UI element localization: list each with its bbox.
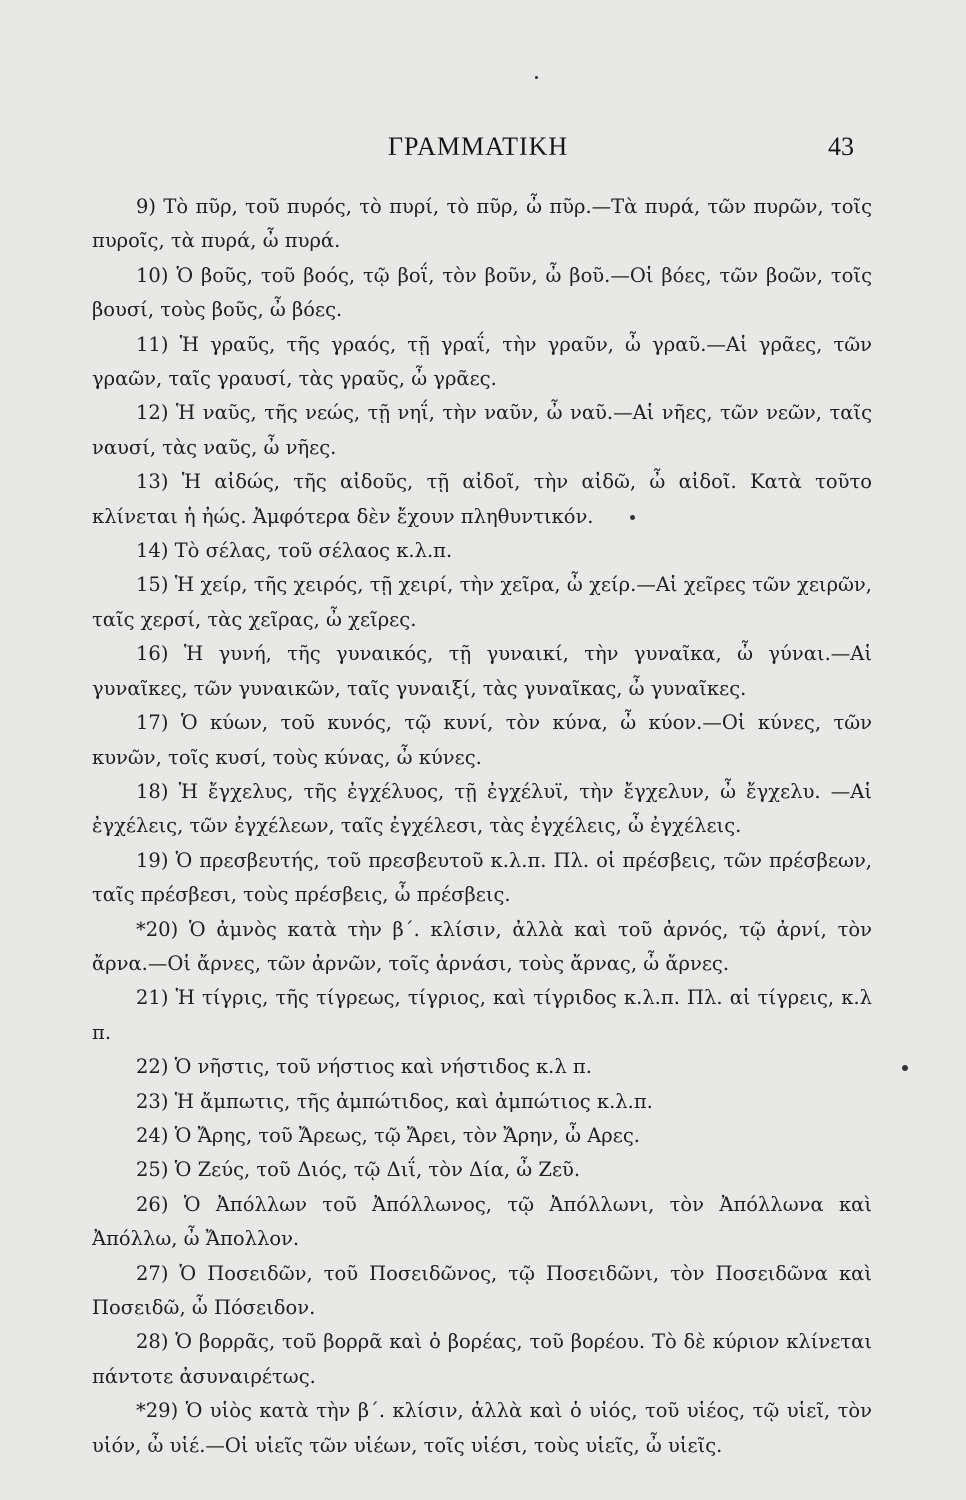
paradigm-entry: 26) Ὁ Ἀπόλλων τοῦ Ἀπόλλωνος, τῷ Ἀπόλλωνι, τὸν Ἀπόλλωνα καὶ Ἀπόλλω, ὦ Ἄπολλον. xyxy=(92,1192,872,1251)
paradigm-entry: 28) Ὁ βορρᾶς, τοῦ βορρᾶ καὶ ὁ βορέας, τοῦ βορέου. Τὸ δὲ κύριον κλίνεται πάντοτε ἀσυναιρέτως. xyxy=(92,1330,872,1388)
page-number: 43 xyxy=(828,132,854,161)
paradigm-entry: *29) Ὁ υἱὸς κατὰ τὴν β΄. κλίσιν, ἀλλὰ καὶ ὁ υἱός, τοῦ υἱέος, τῷ υἱεῖ, τὸν υἱόν, ὦ υἱέ.—Οἱ υἱεῖς τῶν υἱέων, τοῖς υἱέσι, τοὺς υἱεῖς, ὦ υἱεῖς. xyxy=(92,1399,872,1457)
paradigm-entry: 23) Ἡ ἄμπωτις, τῆς ἀμπώτιδος, καὶ ἀμπώτιος κ.λ.π. xyxy=(136,1089,653,1113)
paradigm-entry: 14) Τὸ σέλας, τοῦ σέλαος κ.λ.π. xyxy=(136,539,453,563)
paradigm-entry: 19) Ὁ πρεσβευτής, τοῦ πρεσβευτοῦ κ.λ.π. Πλ. οἱ πρέσβεις, τῶν πρέσβεων, ταῖς πρέσβεσι, τοὺς πρέσβεις, ὦ πρέσβεις. xyxy=(92,848,872,907)
paradigm-entry: 18) Ἡ ἔγχελυς, τῆς ἐγχέλυος, τῇ ἐγχέλυϊ, τὴν ἔγχελυν, ὦ ἔγχελυ. —Αἱ ἐγχέλεις, τῶν ἐγχέλεων, ταῖς ἐγχέλεσι, τὰς ἐγχέλεις, ὦ ἐγχέλεις. xyxy=(92,779,872,838)
paradigm-entry: 15) Ἡ χείρ, τῆς χειρός, τῇ χειρί, τὴν χεῖρα, ὦ χείρ.—Αἱ χεῖρες τῶν χειρῶν, ταῖς χερσί, τὰς χεῖρας, ὦ χεῖρες. xyxy=(92,573,872,631)
paradigm-entry: 27) Ὁ Ποσειδῶν, τοῦ Ποσειδῶνος, τῷ Ποσειδῶνι, τὸν Ποσειδῶνα καὶ Ποσειδῶ, ὦ Πόσειδον. xyxy=(92,1261,872,1319)
paradigm-entry: 24) Ὁ Ἄρης, τοῦ Ἄρεως, τῷ Ἄρει, τὸν Ἄρην, ὦ Αρες. xyxy=(136,1123,640,1147)
paradigm-entry: 9) Τὸ πῦρ, τοῦ πυρός, τὸ πυρί, τὸ πῦρ, ὦ πῦρ.—Τὰ πυρά, τῶν πυρῶν, τοῖς πυροῖς, τὰ πυρά, ὦ πυρά. xyxy=(92,195,872,253)
ink-speck xyxy=(535,76,538,79)
paradigm-entry: 21) Ἡ τίγρις, τῆς τίγρεως, τίγριος, καὶ τίγριδος κ.λ.π. Πλ. αἱ τίγρεις, κ.λ π. xyxy=(92,986,872,1044)
paradigm-entry: 22) Ὁ νῆστις, τοῦ νήστιος καὶ νήστιδος κ.λ π. xyxy=(136,1055,592,1079)
page-title: ΓΡΑΜΜΑΤΙΚΗ xyxy=(388,132,569,161)
paradigm-entry: 12) Ἡ ναῦς, τῆς νεώς, τῇ νηΐ, τὴν ναῦν, ὦ ναῦ.—Αἱ νῆες, τῶν νεῶν, ταῖς ναυσί, τὰς ναῦς, ὦ νῆες. xyxy=(92,401,872,459)
paradigm-entry: *20) Ὁ ἀμνὸς κατὰ τὴν β΄. κλίσιν, ἀλλὰ καὶ τοῦ ἀρνός, τῷ ἀρνί, τὸν ἄρνα.—Οἱ ἄρνες, τῶν ἀρνῶν, τοῖς ἀρνάσι, τοὺς ἄρνας, ὦ ἄρνες. xyxy=(92,917,872,975)
paradigm-entry: 25) Ὁ Ζεύς, τοῦ Διός, τῷ Διΐ, τὸν Δία, ὦ Ζεῦ. xyxy=(136,1158,581,1182)
running-head xyxy=(0,132,966,172)
paradigm-entry: 13) Ἡ αἰδώς, τῆς αἰδοῦς, τῇ αἰδοῖ, τὴν αἰδῶ, ὦ αἰδοῖ. Κατὰ τοῦτο κλίνεται ἡ ἠώς. Ἀμφότερα δὲν ἔχουν πληθυντικόν. xyxy=(92,470,872,528)
paradigm-entry: 17) Ὁ κύων, τοῦ κυνός, τῷ κυνί, τὸν κύνα, ὦ κύον.—Οἱ κύνες, τῶν κυνῶν, τοῖς κυσί, τοὺς κύνας, ὦ κύνες. xyxy=(92,711,872,769)
paradigm-entry: 10) Ὁ βοῦς, τοῦ βοός, τῷ βοΐ, τὸν βοῦν, ὦ βοῦ.—Οἱ βόες, τῶν βοῶν, τοῖς βουσί, τοὺς βοῦς, ὦ βόες. xyxy=(92,263,872,322)
ink-speck xyxy=(902,1065,908,1071)
ink-speck xyxy=(630,515,635,520)
paradigm-list xyxy=(92,190,872,1463)
paradigm-entry: 16) Ἡ γυνή, τῆς γυναικός, τῇ γυναικί, τὴν γυναῖκα, ὦ γύναι.—Αἱ γυναῖκες, τῶν γυναικῶν, ταῖς γυναιξί, τὰς γυναῖκας, ὦ γυναῖκες. xyxy=(92,642,872,700)
paradigm-entry: 11) Ἡ γραῦς, τῆς γραός, τῇ γραΐ, τὴν γραῦν, ὦ γραῦ.—Αἱ γρᾶες, τῶν γραῶν, ταῖς γραυσί, τὰς γραῦς, ὦ γρᾶες. xyxy=(92,332,872,391)
